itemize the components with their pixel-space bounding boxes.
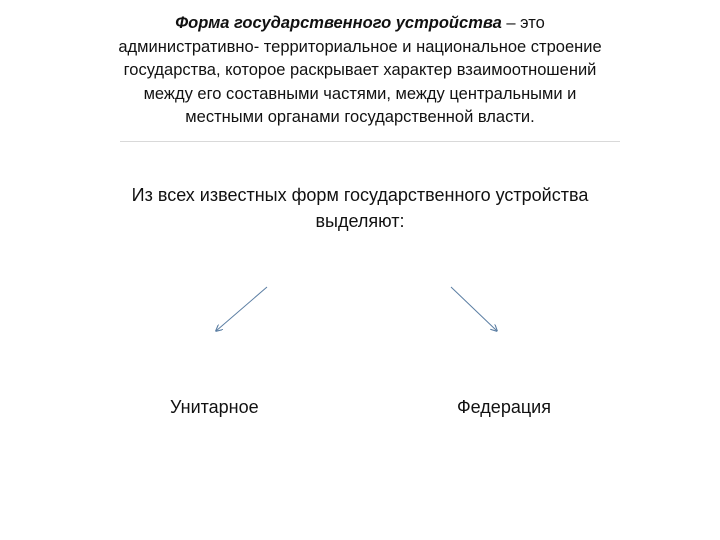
subheading: Из всех известных форм государственного устройства выделяют: [131, 185, 589, 231]
form-federation-label: Федерация [457, 397, 551, 417]
definition-text: – это административно- территориальное и национальное строение государства, которое раскрывает характер взаимоотношений между его составными частями, между центральными и местными органами государственной власти. [118, 14, 602, 126]
definition-term: Форма государственного устройства [175, 14, 502, 32]
form-unitary-label: Унитарное [170, 397, 259, 417]
arrow-right [451, 287, 497, 331]
arrow-left [216, 287, 267, 331]
